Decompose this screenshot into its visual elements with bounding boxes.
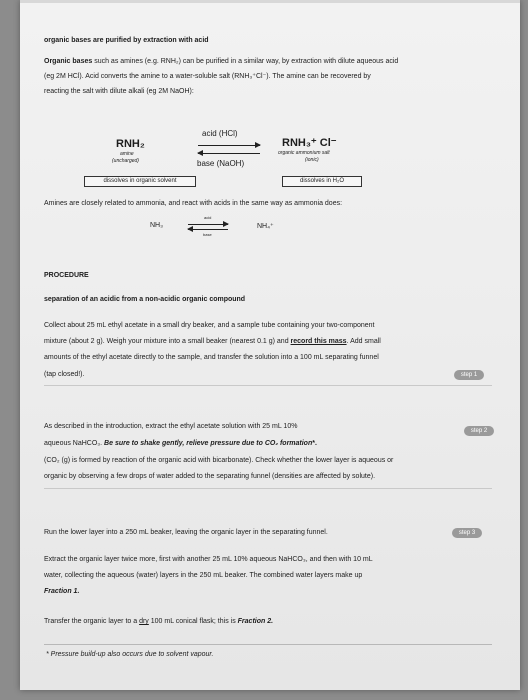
divider xyxy=(44,488,492,489)
step1-text-end: . Add small xyxy=(346,338,381,345)
ammonia-base-label: base xyxy=(203,232,212,237)
step3-line-2: Extract the organic layer twice more, first with another 25 mL 10% aqueous NaHCO₃, and then with 10 mL xyxy=(44,556,373,563)
fraction-1-label: Fraction 1. xyxy=(44,588,80,595)
base-label: base (NaOH) xyxy=(197,159,245,168)
step3-line-1: Run the lower layer into a 250 mL beaker, leaving the organic layer in the separating funnel. xyxy=(44,529,328,536)
procedure-heading: PROCEDURE xyxy=(44,272,89,279)
document-page xyxy=(20,0,520,690)
ammonia-acid-label: acid xyxy=(204,215,212,220)
forward-arrow xyxy=(198,145,260,146)
ammonia-forward-arrow xyxy=(188,224,228,225)
step2-line-1: As described in the introduction, extract the ethyl acetate solution with 25 mL 10% xyxy=(44,423,298,430)
ammonia-formula: NH₃ xyxy=(150,222,163,229)
divider xyxy=(44,385,492,386)
step2-line-2 xyxy=(44,435,317,452)
footnote-divider xyxy=(44,644,492,645)
step-1-badge: step 1 xyxy=(454,370,484,380)
organic-solvent-box: dissolves in organic solvent xyxy=(84,176,196,187)
salt-formula: RNH₃⁺ Cl⁻ xyxy=(282,137,337,149)
record-mass-text: record this mass xyxy=(290,338,347,345)
intro-line-3: reacting the salt with dilute alkali (eg 2M NaOH): xyxy=(44,88,194,95)
acid-label: acid (HCl) xyxy=(202,129,238,138)
ammonia-sentence: Amines are closely related to ammonia, and react with acids in the same way as ammonia does: xyxy=(44,200,343,207)
reverse-arrow xyxy=(198,153,260,154)
page-edge xyxy=(20,0,520,3)
salt-label: organic ammonium salt xyxy=(278,150,330,156)
step1-text: mixture (about 2 g). Weigh your mixture into a small beaker (nearest 0.1 g) and xyxy=(44,338,291,345)
step3-line-3: water, collecting the aqueous (water) layers in the 250 mL beaker. The combined water layers make up xyxy=(44,572,363,579)
step1-line-4: (tap closed!). xyxy=(44,371,85,378)
step4-line xyxy=(44,613,273,630)
step2-line-4: organic by observing a few drops of water added to the separating funnel (densities are affected by solute). xyxy=(44,473,376,480)
fraction-2-label: Fraction 2. xyxy=(237,618,274,625)
intro-line-2: (eg 2M HCl). Acid converts the amine to a water-soluble salt (RNH₃⁺Cl⁻). The amine can be recovered by xyxy=(44,73,371,80)
footnote-mark: *. xyxy=(312,440,317,447)
step1-line-2 xyxy=(44,333,381,350)
section-heading: organic bases are purified by extraction with acid xyxy=(44,37,209,44)
shake-warning: Be sure to shake gently, relieve pressure due to CO₂ formation xyxy=(104,440,313,447)
dry-text: dry xyxy=(139,618,149,625)
step2-line-3: (CO₂ (g) is formed by reaction of the organic acid with bicarbonate). Check whether the lower layer is aqueous or xyxy=(44,457,394,464)
uncharged-label: (uncharged) xyxy=(112,158,139,164)
step1-line-3: amounts of the ethyl acetate directly to the sample, and transfer the solution into a 100 mL separating funnel xyxy=(44,354,379,361)
step1-line-1: Collect about 25 mL ethyl acetate in a small dry beaker, and a sample tube containing your two-component xyxy=(44,322,375,329)
amine-label: amine xyxy=(120,151,134,157)
procedure-subheading: separation of an acidic from a non-acidic organic compound xyxy=(44,296,246,303)
footnote: * Pressure build-up also occurs due to solvent vapour. xyxy=(46,651,214,658)
intro-text: such as amines (e.g. RNH₂) can be purified in a similar way, by extraction with dilute aqueous acid xyxy=(92,58,399,65)
step-3-badge: step 3 xyxy=(452,528,482,538)
ammonium-formula: NH₄⁺ xyxy=(257,223,274,230)
step-2-badge: step 2 xyxy=(464,426,494,436)
step4-text: Transfer the organic layer to a xyxy=(44,618,140,625)
intro-bold-lead: Organic bases xyxy=(44,58,93,65)
amine-formula: RNH₂ xyxy=(116,138,145,150)
ionic-label: (ionic) xyxy=(305,157,319,163)
step2-text: aqueous NaHCO₃. xyxy=(44,440,105,447)
ammonia-reverse-arrow xyxy=(188,229,228,230)
step4-text-mid: 100 mL conical flask; this is xyxy=(148,618,238,625)
water-box: dissolves in H₂O xyxy=(282,176,362,187)
